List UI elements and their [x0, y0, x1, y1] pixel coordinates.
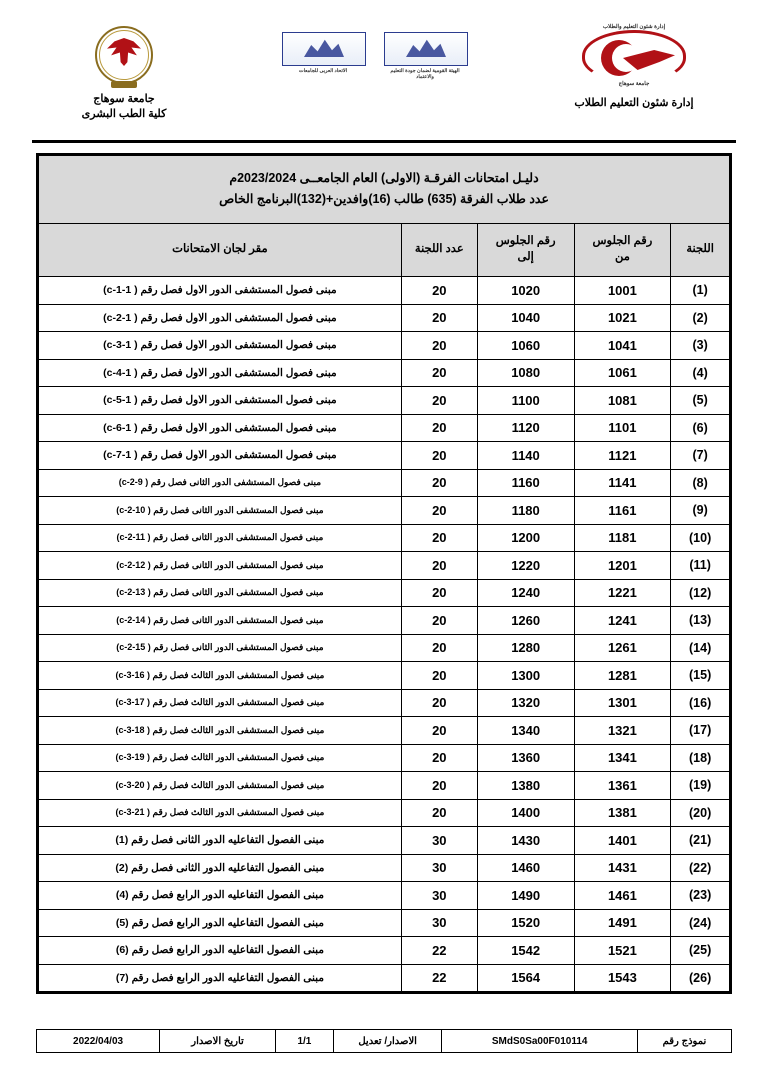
cell-committee-count: 20: [401, 552, 477, 580]
table-header-row: [39, 224, 730, 277]
document-footer: [36, 1029, 732, 1053]
cell-committee-count: 20: [401, 304, 477, 332]
cell-committee-number: (3): [671, 332, 730, 360]
cell-committee-count: 20: [401, 469, 477, 497]
column-header-count: عدد اللجنة: [401, 224, 477, 277]
cell-committee-count: 20: [401, 689, 477, 717]
badge-caption: الاتحاد العربى للجامعات: [298, 68, 348, 74]
cell-committee-count: 20: [401, 414, 477, 442]
cell-exam-location: مبنى الفصول التفاعليه الدور الثانى فصل رقم (2): [39, 854, 402, 882]
cell-exam-location: مبنى فصول المستشفى الدور الثالث فصل رقم ( 20-3-c): [39, 772, 402, 800]
cell-exam-location: مبنى فصول المستشفى الدور الثالث فصل رقم ( 18-3-c): [39, 717, 402, 745]
cell-exam-location: مبنى فصول المستشفى الدور الاول فصل رقم ( 1-1-c): [39, 277, 402, 305]
cell-seat-from: 1521: [574, 937, 671, 965]
cell-committee-count: 30: [401, 827, 477, 855]
cell-seat-from: 1543: [574, 964, 671, 992]
cell-committee-count: 20: [401, 634, 477, 662]
national-authority-quality-assurance-badge: [382, 32, 468, 81]
column-header-seat-from-l1: رقم الجلوس: [592, 235, 653, 248]
table-row: [39, 717, 730, 745]
cell-seat-from: 1241: [574, 607, 671, 635]
cell-committee-number: (13): [671, 607, 730, 635]
cell-exam-location: مبنى فصول المستشفى الدور الاول فصل رقم ( 1-6-c): [39, 414, 402, 442]
cell-committee-number: (4): [671, 359, 730, 387]
column-header-seat-from: [574, 224, 671, 277]
cell-seat-to: 1490: [477, 882, 574, 910]
cell-exam-location: مبنى فصول المستشفى الدور الاول فصل رقم ( 1-7-c): [39, 442, 402, 470]
cell-exam-location: مبنى فصول المستشفى الدور الثانى فصل رقم ( 13-2-c): [39, 579, 402, 607]
cell-seat-to: 1080: [477, 359, 574, 387]
table-row: [39, 442, 730, 470]
cell-seat-from: 1281: [574, 662, 671, 690]
table-row: [39, 552, 730, 580]
header-right-block: [34, 26, 214, 122]
cell-committee-count: 20: [401, 799, 477, 827]
table-row: [39, 799, 730, 827]
university-name: جامعة سوهاج: [93, 93, 155, 105]
cell-seat-to: 1280: [477, 634, 574, 662]
document-title-line2: عدد طلاب الفرقة (635) طالب (16)وافدين+(132)البرنامج الخاص: [219, 192, 549, 206]
exam-committees-table: [38, 155, 730, 992]
cell-committee-count: 20: [401, 744, 477, 772]
header-left-block: [534, 26, 734, 111]
cell-seat-to: 1260: [477, 607, 574, 635]
logo-bottom-text: جامعة سوهاج: [618, 80, 650, 87]
cell-seat-from: 1401: [574, 827, 671, 855]
cell-committee-number: (25): [671, 937, 730, 965]
cell-committee-number: (18): [671, 744, 730, 772]
cell-seat-from: 1001: [574, 277, 671, 305]
cell-seat-from: 1041: [574, 332, 671, 360]
cell-committee-number: (24): [671, 909, 730, 937]
cell-committee-number: (7): [671, 442, 730, 470]
cell-seat-from: 1491: [574, 909, 671, 937]
cell-seat-from: 1201: [574, 552, 671, 580]
edition-value: 1/1: [275, 1030, 333, 1053]
faculty-name: كلية الطب البشرى: [81, 107, 167, 120]
cell-committee-number: (5): [671, 387, 730, 415]
cell-committee-number: (1): [671, 277, 730, 305]
cell-seat-to: 1340: [477, 717, 574, 745]
cell-exam-location: مبنى فصول المستشفى الدور الاول فصل رقم ( 1-4-c): [39, 359, 402, 387]
cell-committee-count: 20: [401, 579, 477, 607]
table-row: [39, 497, 730, 525]
cell-seat-to: 1300: [477, 662, 574, 690]
cell-committee-count: 20: [401, 277, 477, 305]
table-body: [39, 277, 730, 992]
cell-seat-to: 1320: [477, 689, 574, 717]
cell-committee-number: (12): [671, 579, 730, 607]
cell-committee-count: 20: [401, 332, 477, 360]
cell-exam-location: مبنى فصول المستشفى الدور الاول فصل رقم ( 1-5-c): [39, 387, 402, 415]
cell-seat-to: 1400: [477, 799, 574, 827]
cell-seat-to: 1520: [477, 909, 574, 937]
table-row: [39, 964, 730, 992]
cell-committee-number: (10): [671, 524, 730, 552]
cell-committee-count: 20: [401, 524, 477, 552]
table-row: [39, 909, 730, 937]
column-header-seat-from-l2: من: [614, 251, 630, 263]
cell-seat-from: 1301: [574, 689, 671, 717]
table-row: [39, 937, 730, 965]
sohag-university-logo: [94, 26, 154, 88]
cell-seat-from: 1381: [574, 799, 671, 827]
cell-committee-number: (19): [671, 772, 730, 800]
cell-committee-number: (15): [671, 662, 730, 690]
cell-committee-number: (6): [671, 414, 730, 442]
cell-exam-location: مبنى فصول المستشفى الدور الثانى فصل رقم ( 10-2-c): [39, 497, 402, 525]
table-row: [39, 579, 730, 607]
table-row: [39, 524, 730, 552]
cell-exam-location: مبنى فصول المستشفى الدور الثانى فصل رقم ( 14-2-c): [39, 607, 402, 635]
cell-seat-to: 1542: [477, 937, 574, 965]
cell-seat-to: 1430: [477, 827, 574, 855]
cell-seat-from: 1341: [574, 744, 671, 772]
cell-seat-to: 1020: [477, 277, 574, 305]
cell-committee-count: 20: [401, 772, 477, 800]
cell-committee-number: (16): [671, 689, 730, 717]
table-row: [39, 387, 730, 415]
header-divider: [32, 140, 736, 143]
table-row: [39, 469, 730, 497]
cell-seat-from: 1101: [574, 414, 671, 442]
department-name: إدارة شئون التعليم الطلاب: [574, 97, 694, 109]
cell-exam-location: مبنى فصول المستشفى الدور الثالث فصل رقم ( 17-3-c): [39, 689, 402, 717]
cell-exam-location: مبنى الفصول التفاعليه الدور الرابع فصل رقم (7): [39, 964, 402, 992]
cell-seat-from: 1321: [574, 717, 671, 745]
cell-committee-number: (21): [671, 827, 730, 855]
student-education-affairs-logo: [575, 26, 693, 90]
cell-exam-location: مبنى الفصول التفاعليه الدور الرابع فصل رقم (4): [39, 882, 402, 910]
cell-exam-location: مبنى فصول المستشفى الدور الاول فصل رقم ( 1-2-c): [39, 304, 402, 332]
cell-committee-number: (26): [671, 964, 730, 992]
cell-exam-location: مبنى فصول المستشفى الدور الثالث فصل رقم ( 16-3-c): [39, 662, 402, 690]
cell-committee-number: (23): [671, 882, 730, 910]
cell-exam-location: مبنى فصول المستشفى الدور الثانى فصل رقم ( 15-2-c): [39, 634, 402, 662]
cell-committee-number: (11): [671, 552, 730, 580]
cell-committee-count: 20: [401, 717, 477, 745]
header-center-block: [259, 26, 489, 81]
cell-committee-count: 22: [401, 937, 477, 965]
issue-date-label: تاريخ الاصدار: [160, 1030, 276, 1053]
cell-seat-to: 1160: [477, 469, 574, 497]
table-row: [39, 689, 730, 717]
column-header-place: مقر لجان الامتحانات: [39, 224, 402, 277]
table-row: [39, 277, 730, 305]
cell-exam-location: مبنى فصول المستشفى الدور الثالث فصل رقم ( 21-3-c): [39, 799, 402, 827]
column-header-seat-to: [477, 224, 574, 277]
cell-committee-count: 22: [401, 964, 477, 992]
footer-table: [36, 1029, 732, 1053]
footer-row: [37, 1030, 732, 1053]
cell-seat-from: 1221: [574, 579, 671, 607]
cell-exam-location: مبنى الفصول التفاعليه الدور الثانى فصل رقم (1): [39, 827, 402, 855]
document-header: [28, 18, 740, 138]
cell-seat-from: 1141: [574, 469, 671, 497]
form-no-label: نموذج رقم: [637, 1030, 731, 1053]
cell-seat-from: 1461: [574, 882, 671, 910]
cell-seat-to: 1240: [477, 579, 574, 607]
cell-seat-to: 1100: [477, 387, 574, 415]
cell-committee-count: 30: [401, 854, 477, 882]
cell-seat-to: 1380: [477, 772, 574, 800]
cell-seat-to: 1564: [477, 964, 574, 992]
cell-committee-count: 20: [401, 497, 477, 525]
table-row: [39, 414, 730, 442]
cell-seat-to: 1200: [477, 524, 574, 552]
cell-seat-from: 1021: [574, 304, 671, 332]
table-row: [39, 332, 730, 360]
table-row: [39, 634, 730, 662]
cell-exam-location: مبنى فصول المستشفى الدور الثانى فصل رقم ( 11-2-c): [39, 524, 402, 552]
cell-committee-count: 20: [401, 662, 477, 690]
cell-seat-to: 1140: [477, 442, 574, 470]
cell-committee-number: (22): [671, 854, 730, 882]
table-title-row: [39, 156, 730, 224]
cell-exam-location: مبنى فصول المستشفى الدور الثانى فصل رقم ( 9-2-c): [39, 469, 402, 497]
cell-committee-number: (14): [671, 634, 730, 662]
column-header-lagna: اللجنة: [671, 224, 730, 277]
column-header-seat-to-l1: رقم الجلوس: [495, 235, 556, 248]
column-header-seat-to-l2: إلى: [517, 251, 534, 263]
table-row: [39, 359, 730, 387]
cell-committee-count: 30: [401, 909, 477, 937]
cell-seat-to: 1180: [477, 497, 574, 525]
cell-seat-from: 1431: [574, 854, 671, 882]
exam-committees-table-wrap: [36, 153, 732, 994]
cell-exam-location: مبنى فصول المستشفى الدور الثالث فصل رقم ( 19-3-c): [39, 744, 402, 772]
cell-committee-number: (20): [671, 799, 730, 827]
table-row: [39, 882, 730, 910]
cell-exam-location: مبنى الفصول التفاعليه الدور الرابع فصل رقم (6): [39, 937, 402, 965]
cell-seat-to: 1220: [477, 552, 574, 580]
cell-committee-count: 20: [401, 387, 477, 415]
cell-exam-location: مبنى فصول المستشفى الدور الثانى فصل رقم ( 12-2-c): [39, 552, 402, 580]
cell-seat-from: 1261: [574, 634, 671, 662]
cell-seat-from: 1081: [574, 387, 671, 415]
cell-exam-location: مبنى الفصول التفاعليه الدور الرابع فصل رقم (5): [39, 909, 402, 937]
cell-seat-to: 1060: [477, 332, 574, 360]
table-row: [39, 304, 730, 332]
table-row: [39, 854, 730, 882]
table-row: [39, 744, 730, 772]
badge-caption: الهيئة القومية لضمان جودة التعليم والاعتماد: [390, 68, 460, 81]
cell-seat-to: 1460: [477, 854, 574, 882]
cell-committee-count: 20: [401, 359, 477, 387]
logo-top-text: إدارة شئون التعليم والطلاب: [602, 24, 666, 30]
cell-seat-to: 1120: [477, 414, 574, 442]
document-title-line1: دليـل امتحانات الفرقـة (الاولى) العام الجامعــى 2023/2024م: [229, 170, 539, 185]
arab-board-badge: [280, 32, 366, 74]
document-title: [39, 156, 730, 224]
issue-date-value: 2022/04/03: [37, 1030, 160, 1053]
cell-committee-number: (17): [671, 717, 730, 745]
table-row: [39, 827, 730, 855]
cell-committee-number: (8): [671, 469, 730, 497]
cell-seat-to: 1360: [477, 744, 574, 772]
cell-seat-from: 1121: [574, 442, 671, 470]
cell-seat-from: 1181: [574, 524, 671, 552]
cell-committee-number: (2): [671, 304, 730, 332]
cell-committee-count: 30: [401, 882, 477, 910]
cell-committee-count: 20: [401, 442, 477, 470]
cell-seat-to: 1040: [477, 304, 574, 332]
cell-seat-from: 1361: [574, 772, 671, 800]
cell-committee-number: (9): [671, 497, 730, 525]
table-row: [39, 662, 730, 690]
cell-exam-location: مبنى فصول المستشفى الدور الاول فصل رقم ( 1-3-c): [39, 332, 402, 360]
cell-seat-from: 1061: [574, 359, 671, 387]
table-row: [39, 607, 730, 635]
edition-label: الاصدار/ تعديل: [333, 1030, 442, 1053]
cell-committee-count: 20: [401, 607, 477, 635]
table-row: [39, 772, 730, 800]
cell-seat-from: 1161: [574, 497, 671, 525]
form-no-value: SMdS0Sa00F010114: [442, 1030, 637, 1053]
